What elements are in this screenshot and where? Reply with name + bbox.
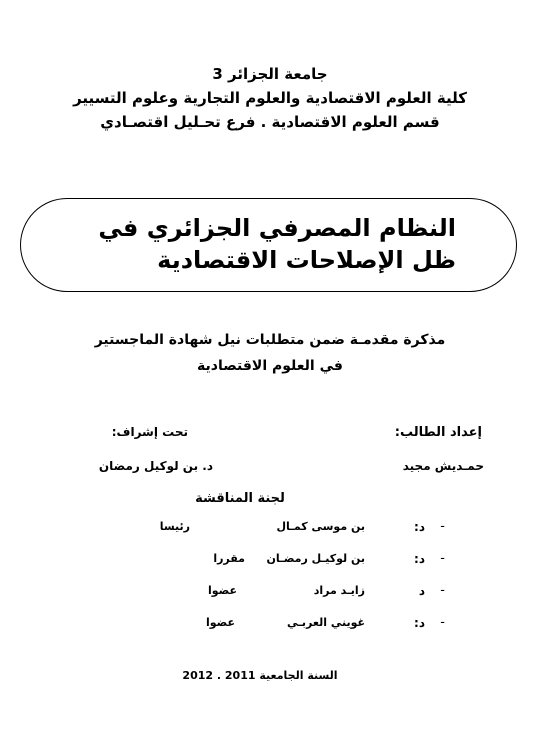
supervisor-name: د. بن لوكيل رمضان xyxy=(98,459,213,473)
thesis-title: النظام المصرفي الجزائري في ظل الإصلاحات الاقتصادية xyxy=(98,214,456,274)
member-title: د: xyxy=(414,552,425,566)
bullet-dash: - xyxy=(440,583,445,598)
bullet-dash: - xyxy=(440,519,445,534)
committee-member-row xyxy=(0,583,540,603)
committee-member-row xyxy=(0,551,540,571)
committee-heading: لجنة المناقشة xyxy=(195,491,285,506)
committee-member-row xyxy=(0,519,540,539)
committee-member-row xyxy=(0,615,540,635)
member-role: عضوا xyxy=(205,616,235,629)
member-role: رئيسا xyxy=(159,520,190,533)
member-title: د: xyxy=(414,616,425,630)
student-name: حمـديش مجيد xyxy=(402,459,484,473)
member-name: زايـد مراد xyxy=(313,584,365,597)
department-name: قسم العلوم الاقتصادية . فرع تحـليل اقتصـادي xyxy=(100,113,440,131)
member-title: د: xyxy=(414,520,425,534)
member-role: مقررا xyxy=(213,552,245,565)
thesis-subtitle xyxy=(0,327,540,379)
university-header xyxy=(0,62,540,134)
faculty-name: كلية العلوم الاقتصادية والعلوم التجارية وعلوم التسيير xyxy=(73,89,467,107)
thesis-title-box xyxy=(20,198,517,292)
member-title: د xyxy=(418,584,425,598)
student-label: إعداد الطالب: xyxy=(394,425,482,440)
member-role: عضوا xyxy=(207,584,237,597)
supervisor-label: تحت إشراف: xyxy=(111,425,188,439)
member-name: غويني العربـي xyxy=(287,616,365,629)
bullet-dash: - xyxy=(440,551,445,566)
member-name: بن لوكيـل رمضـان xyxy=(266,552,365,565)
university-name: جامعة الجزائر 3 xyxy=(212,65,328,83)
subtitle-line-1: مذكرة مقدمـة ضمن متطلبات نيل شهادة الماجستير xyxy=(94,332,446,348)
member-name: بن موسى كمـال xyxy=(276,520,365,533)
subtitle-line-2: في العلوم الاقتصادية xyxy=(197,358,343,374)
academic-year: السنة الجامعية 2011 . 2012 xyxy=(182,669,338,682)
bullet-dash: - xyxy=(440,615,445,630)
